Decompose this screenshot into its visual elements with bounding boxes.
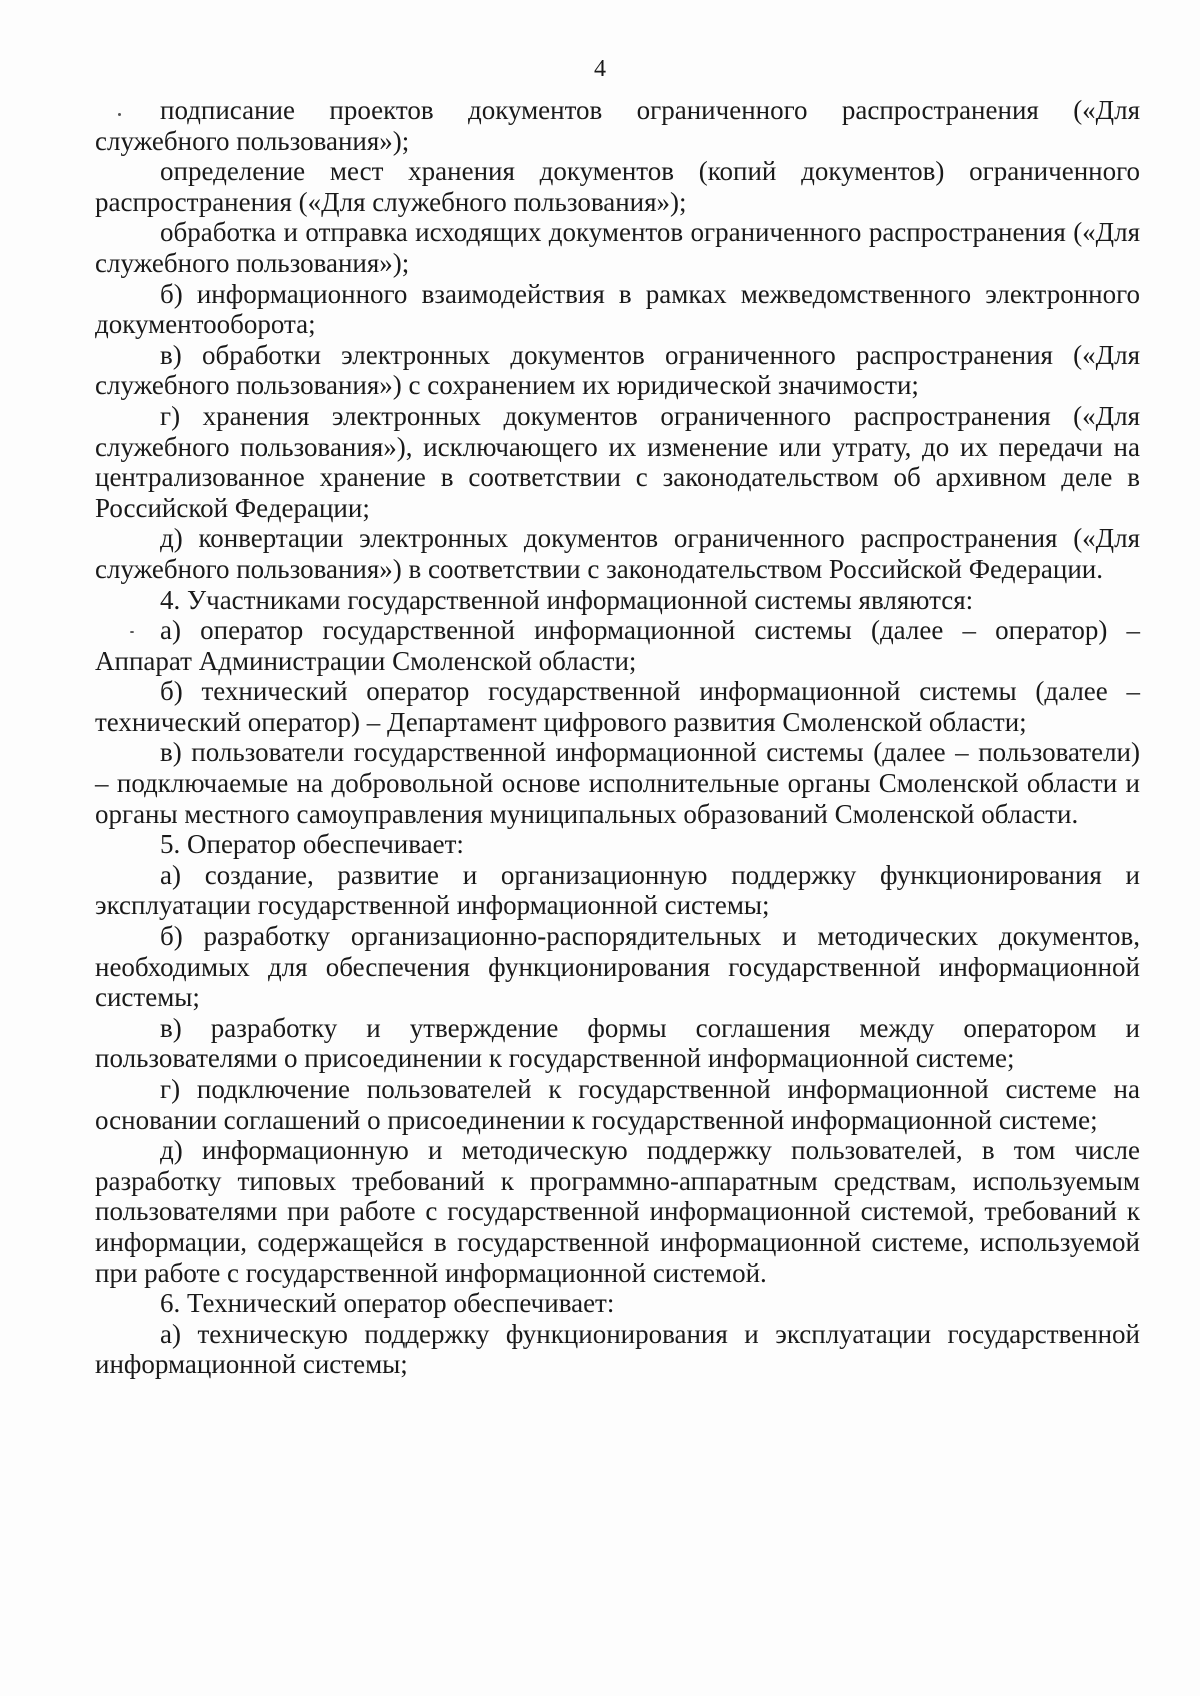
paragraph: д) информационную и методическую поддержку пользователей, в том числе разработку типовых требований к программно-аппаратным средствам, используемым пользователями при работе с государственной информационной системой, требований к информации, содержащейся в государственной информационной системе, используемой при работе с государственной информационной системой. [95, 1135, 1140, 1288]
page-number: 4 [594, 56, 606, 82]
paragraph: б) технический оператор государственной информационной системы (далее – технический оператор) – Департамент цифрового развития Смоленской области; [95, 676, 1140, 737]
document-body [95, 95, 1140, 1380]
paragraph: а) техническую поддержку функционирования и эксплуатации государственной информационной системы; [95, 1318, 1140, 1380]
paragraph: в) пользователи государственной информационной системы (далее – пользователи) – подключаемые на добровольной основе исполнительные органы Смоленской области и органы местного самоуправления муниципальных образований Смоленской области. [95, 737, 1140, 829]
paragraph: г) хранения электронных документов ограниченного распространения («Для служебного пользования»), исключающего их изменение или утрату, до их передачи на централизованное хранение в соответствии с законодательством об архивном деле в Российской Федерации; [95, 400, 1140, 523]
paragraph: б) разработку организационно-распорядительных и методических документов, необходимых для обеспечения функционирования государственной информационной системы; [95, 921, 1140, 1013]
paragraph: а) создание, развитие и организационную поддержку функционирования и эксплуатации государственной информационной системы; [95, 859, 1140, 921]
paragraph: обработка и отправка исходящих документов ограниченного распространения («Для служебного пользования»); [95, 217, 1140, 278]
paragraph: 4. Участниками государственной информационной системы являются: [160, 584, 974, 615]
paragraph: 5. Оператор обеспечивает: [160, 829, 464, 860]
paragraph: в) разработку и утверждение формы соглашения между оператором и пользователями о присоединении к государственной информационной системе; [95, 1012, 1140, 1074]
paragraph: 6. Технический оператор обеспечивает: [160, 1288, 615, 1319]
paragraph: подписание проектов документов ограниченного распространения («Для служебного пользования»); [95, 95, 1140, 156]
paragraph: б) информационного взаимодействия в рамках межведомственного электронного документооборота; [95, 278, 1140, 340]
paragraph: д) конвертации электронных документов ограниченного распространения («Для служебного пользования») в соответствии с законодательством Российской Федерации. [95, 523, 1140, 584]
paragraph: в) обработки электронных документов ограниченного распространения («Для служебного пользования») с сохранением их юридической значимости; [95, 339, 1140, 401]
paragraph: а) оператор государственной информационной системы (далее – оператор) – Аппарат Администрации Смоленской области; [95, 615, 1140, 676]
paragraph: г) подключение пользователей к государственной информационной системе на основании соглашений о присоединении к государственной информационной системе; [95, 1074, 1140, 1135]
paragraph: определение мест хранения документов (копий документов) ограниченного распространения («Для служебного пользования»); [95, 156, 1140, 217]
